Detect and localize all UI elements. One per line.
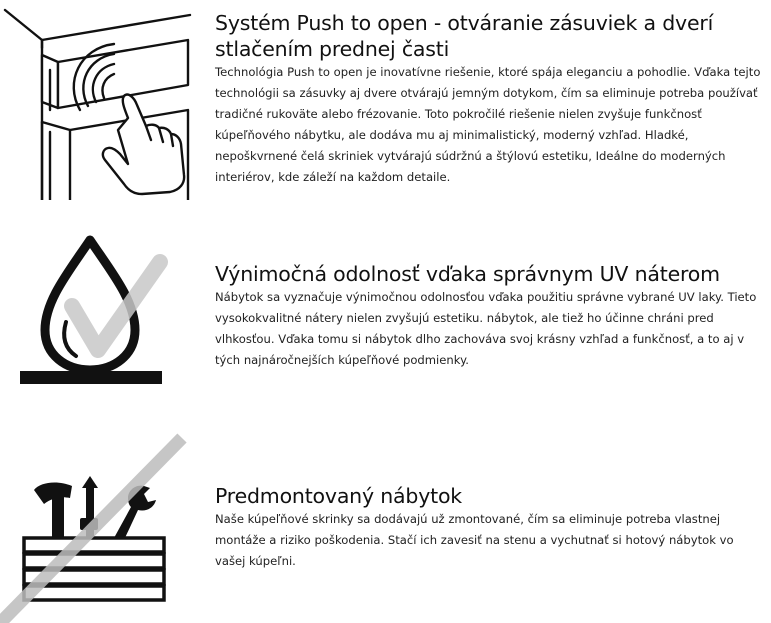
feature-text [215, 261, 765, 371]
feature-uv-coating [0, 230, 771, 400]
feature-push-to-open [0, 0, 771, 200]
feature-description: Naše kúpeľňové skrinky sa dodávajú už zmontované, čím sa eliminuje potreba vlastnej montáže a riziko poškodenia. Stačí ich zavesiť na stenu a vychutnať si hotový nábytok vo vašej kúpeľni. [215, 512, 734, 568]
feature-description: Technológia Push to open je inovatívne riešenie, ktoré spája eleganciu a pohodlie. Vďaka tejto technológii sa zásuvky aj dvere otvárajú jemným dotykom, čím sa eliminuje potreba používať tradičné rukoväte alebo frézovanie. Toto pokročilé riešenie nielen zvyšuje funkčnosť kúpeľňového nábytku, ale dodáva mu aj minimalistický, moderný vzhľad. Hladké, nepoškvrnené čelá skriniek vytvárajú súdržnú a štýlovú estetiku, Ideálne do moderných interiérov, kde záleží na každom detaile. [215, 65, 761, 184]
feature-text [215, 10, 765, 188]
water-drop-icon [0, 230, 200, 400]
tools-icon [0, 430, 200, 623]
feature-title: Výnimočná odolnosť vďaka správnym UV náterom [215, 262, 720, 286]
feature-preassembled [0, 430, 771, 623]
feature-title: Predmontovaný nábytok [215, 484, 462, 508]
feature-description: Nábytok sa vyznačuje výnimočnou odolnosťou vďaka použitiu správne vybrané UV laky. Tieto vysokokvalitné nátery nielen zvyšujú estetiku. nábytok, ale tiež ho účinne chráni pred vlhkosťou. Vďaka tomu si nábytok dlho zachováva svoj krásny vzhľad a funkčnosť, a to aj v tých najnáročnejších kúpeľňové podmienky. [215, 290, 757, 367]
feature-text [215, 483, 765, 572]
feature-title: Systém Push to open - otváranie zásuviek a dverí stlačením prednej časti [215, 11, 714, 61]
push-to-open-hand-icon [0, 0, 200, 200]
